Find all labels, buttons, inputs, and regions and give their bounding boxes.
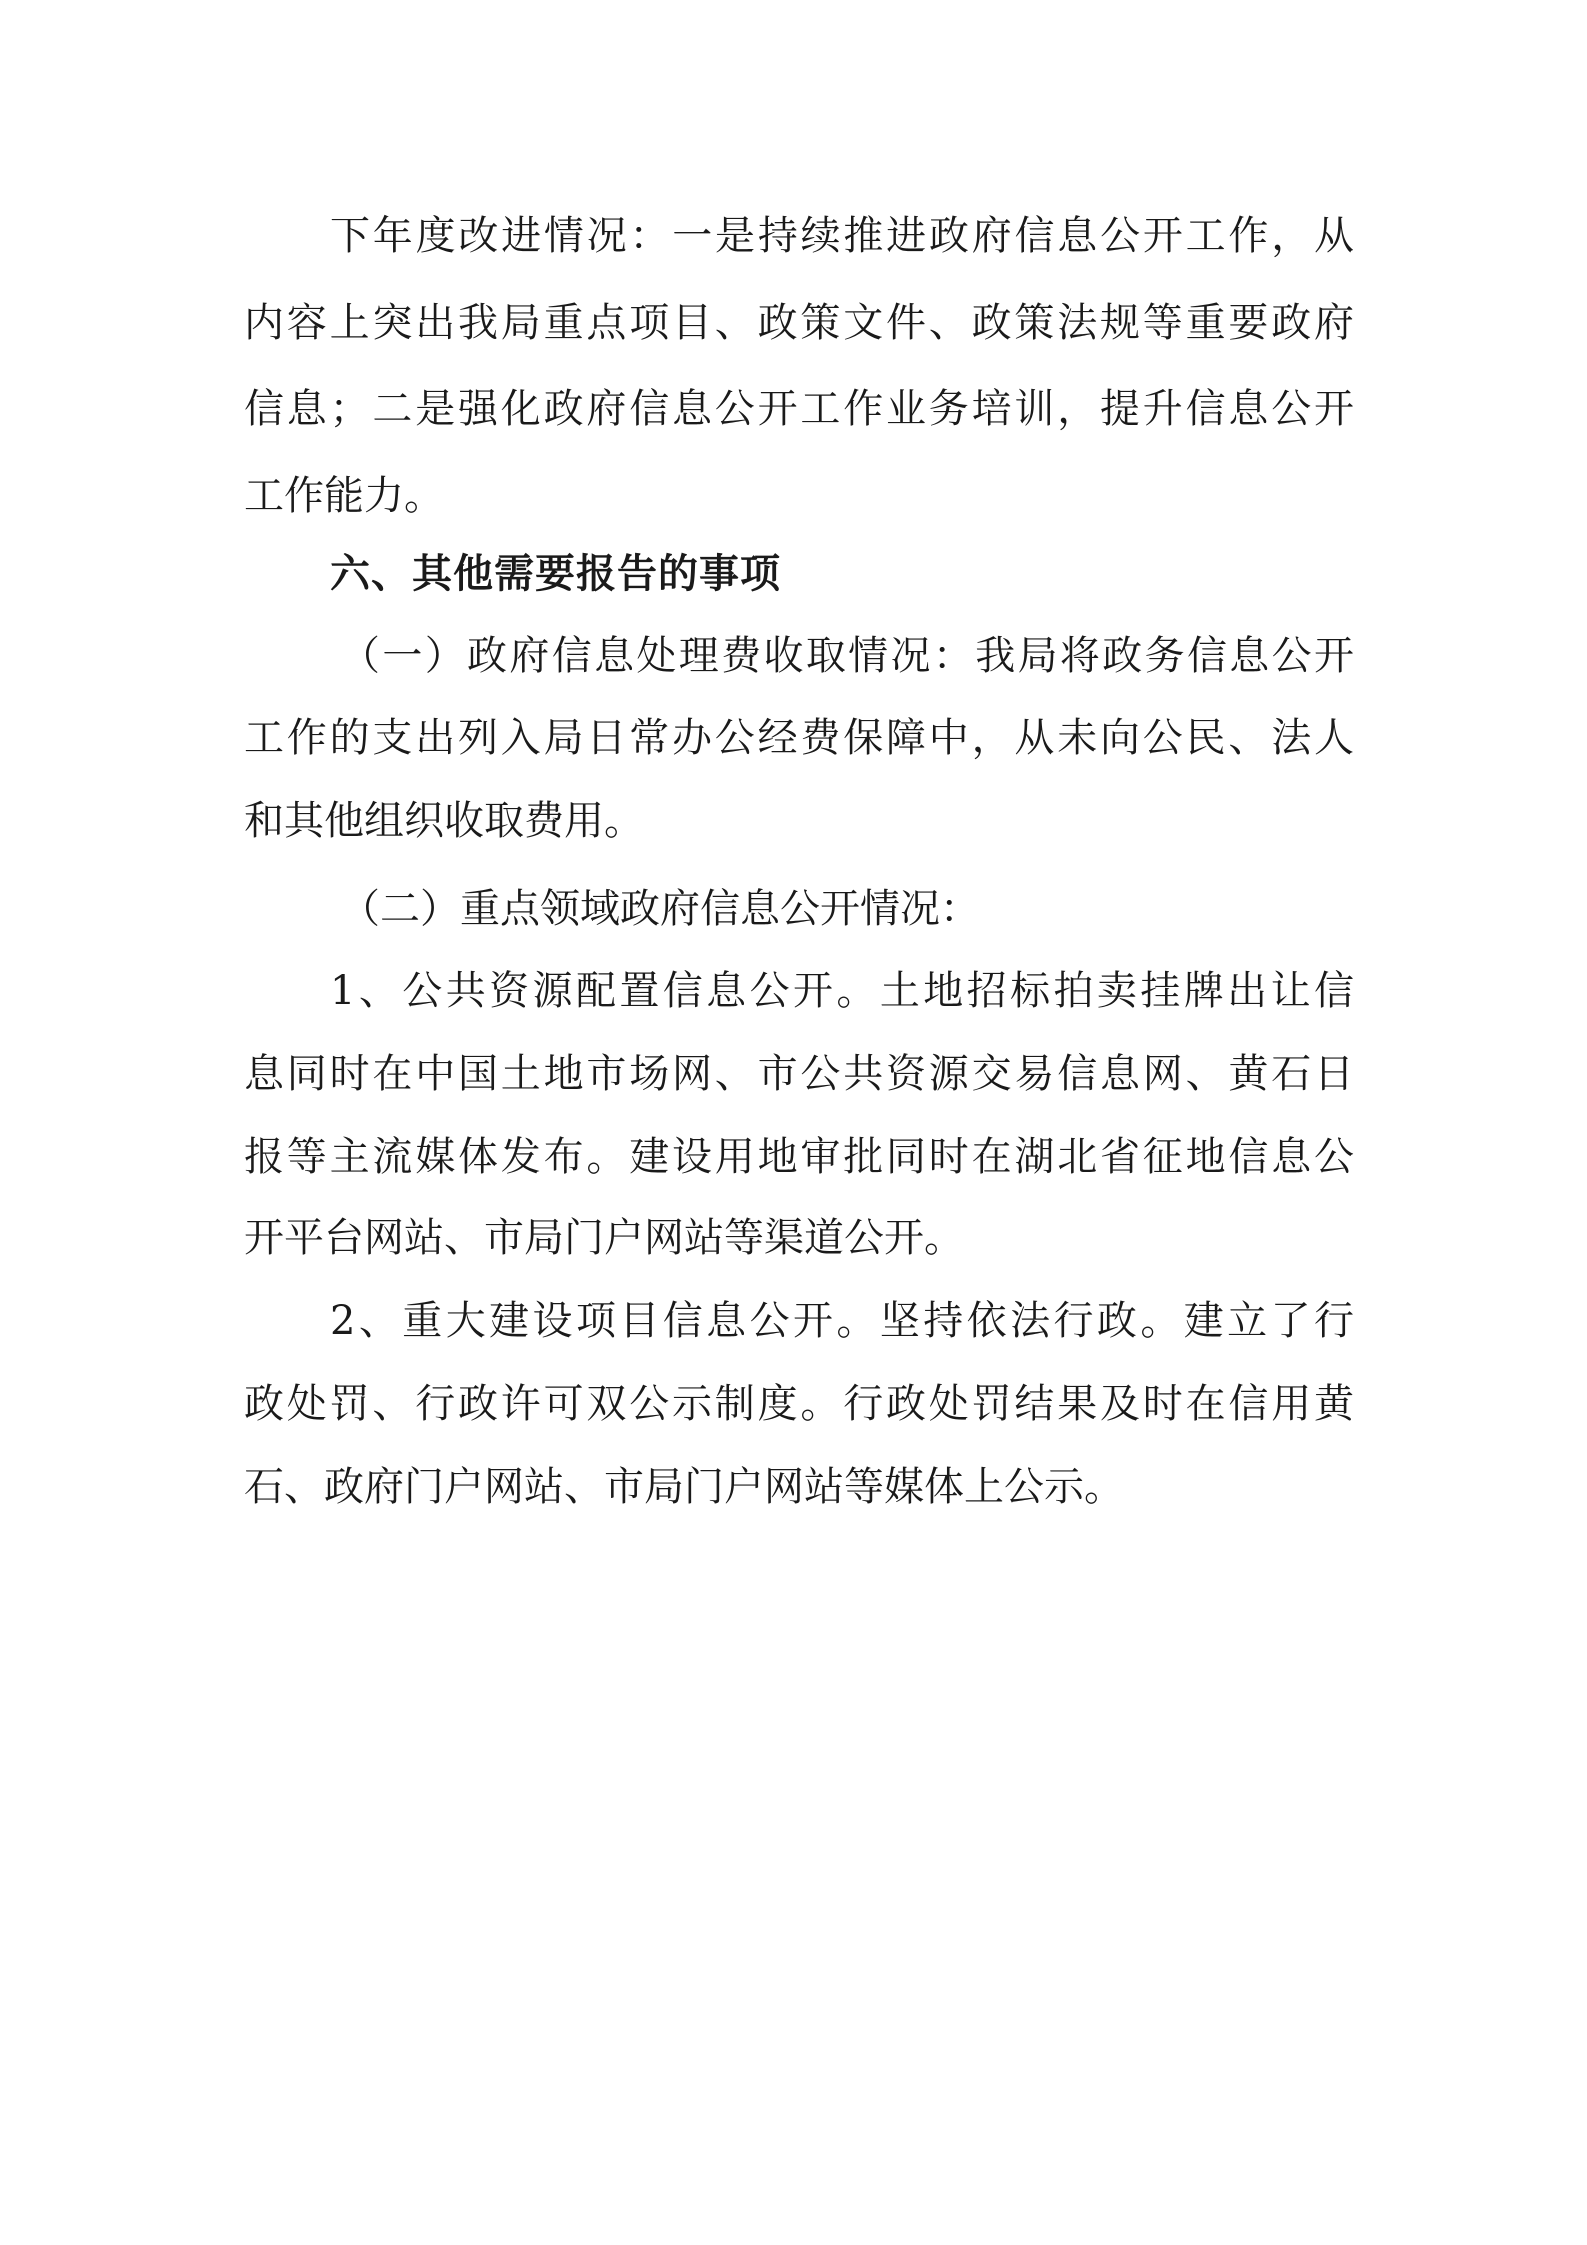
paragraph-fees-line-3: 和其他组织收取费用。 [244,798,644,844]
paragraph-major-projects-line-3: 石、政府门户网站、市局门户网站等媒体上公示。 [244,1464,1124,1510]
paragraph-public-resources-line-3: 报等主流媒体发布。建设用地审批同时在湖北省征地信息公 [244,1134,1354,1180]
paragraph-major-projects-line-1: 2、重大建设项目信息公开。坚持依法行政。建立了行 [330,1298,1354,1344]
paragraph-key-areas-heading: （二）重点领域政府信息公开情况： [340,886,980,932]
paragraph-fees-line-2: 工作的支出列入局日常办公经费保障中，从未向公民、法人 [244,715,1354,761]
paragraph-improvement-line-3: 信息；二是强化政府信息公开工作业务培训，提升信息公开 [244,386,1354,432]
paragraph-improvement-line-1: 下年度改进情况：一是持续推进政府信息公开工作，从 [330,213,1354,259]
paragraph-improvement-line-4: 工作能力。 [244,473,444,519]
section-heading-other-matters: 六、其他需要报告的事项 [330,551,781,597]
paragraph-public-resources-line-4: 开平台网站、市局门户网站等渠道公开。 [244,1215,964,1261]
paragraph-public-resources-line-2: 息同时在中国土地市场网、市公共资源交易信息网、黄石日 [244,1051,1354,1097]
paragraph-public-resources-line-1: 1、公共资源配置信息公开。土地招标拍卖挂牌出让信 [330,968,1354,1014]
paragraph-major-projects-line-2: 政处罚、行政许可双公示制度。行政处罚结果及时在信用黄 [244,1381,1354,1427]
paragraph-improvement-line-2: 内容上突出我局重点项目、政策文件、政策法规等重要政府 [244,300,1354,346]
paragraph-fees-line-1: （一）政府信息处理费收取情况：我局将政务信息公开 [340,633,1354,679]
